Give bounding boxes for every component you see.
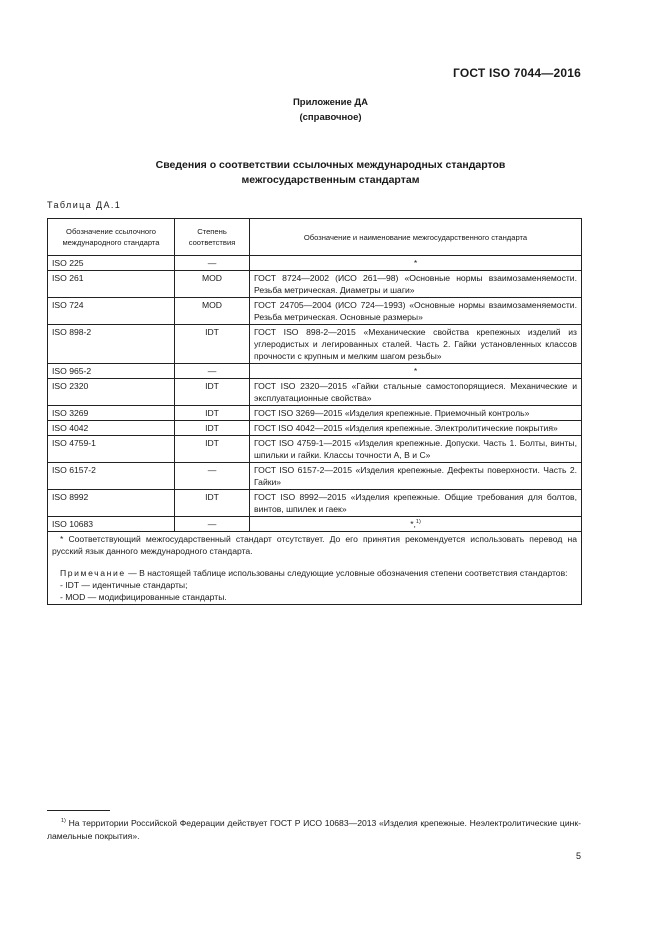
table-row [48,256,582,271]
name-cell: ГОСТ ISO 4759-1—2015 «Изделия крепежные. Допуски. Часть 1. Болты, винты, шпильки и гайки. Классы точности А, В и С» [250,436,582,463]
table-notes [48,532,582,605]
section-title-line1: Сведения о соответствии ссылочных международных стандартов [155,159,506,171]
section-title-line2: межгосударственным стандартам [241,174,420,186]
degree-cell: MOD [175,271,250,298]
ref-cell: ISO 4042 [48,421,175,436]
name-cell: ГОСТ ISO 4042—2015 «Изделия крепежные. Электролитические покрытия» [250,421,582,436]
degree-cell: — [175,256,250,271]
footnote-ref-marker: 1) [415,519,421,526]
degree-cell: — [175,517,250,532]
table-remark [52,567,577,579]
ref-cell: ISO 3269 [48,406,175,421]
table-row [48,298,582,325]
table-header-row [48,219,582,256]
degree-cell: IDT [175,436,250,463]
annex-title: Приложение ДА [292,97,369,108]
table-row [48,463,582,490]
footnote-divider [47,810,110,811]
footnote-text: На территории Российской Федерации действует ГОСТ Р ИСО 10683—2013 «Изделия крепежные. Неэлектролитические цинк-ламельные покрытия». [47,818,581,841]
degree-cell: — [175,463,250,490]
correspondence-table [47,218,582,605]
degree-cell: IDT [175,490,250,517]
ref-cell: ISO 6157-2 [48,463,175,490]
remark-item-mod: - MOD — модифицированные стандарты. [60,592,227,602]
ref-cell: ISO 261 [48,271,175,298]
remark-text: — В настоящей таблице использованы следующие условные обозначения степени соответствия стандартов: [125,568,568,578]
ref-cell: ISO 898-2 [48,325,175,364]
table-row [48,325,582,364]
degree-cell: IDT [175,379,250,406]
ref-cell: ISO 724 [48,298,175,325]
name-cell: ГОСТ ISO 8992—2015 «Изделия крепежные. Общие требования для болтов, винтов, шпилек и гаек» [250,490,582,517]
star-note: * Соответствующий межгосударственный стандарт отсутствует. До его принятия рекомендуется использовать перевод на русский язык данного международного стандарта. [52,534,577,556]
table-row [48,490,582,517]
table-row [48,406,582,421]
annex-subtitle: (справочное) [299,112,362,123]
name-cell: ГОСТ ISO 2320—2015 «Гайки стальные самостопорящиеся. Механические и эксплуатационные свойства» [250,379,582,406]
degree-cell: — [175,364,250,379]
footnote-marker: 1) [61,818,66,825]
header-degree: Степень соответствия [175,219,250,256]
degree-cell: IDT [175,325,250,364]
remark-item-idt: - IDT — идентичные стандарты; [60,580,188,590]
header-ref-standard: Обозначение ссылочного международного стандарта [48,219,175,256]
degree-cell: IDT [175,406,250,421]
name-cell: ГОСТ 8724—2002 (ИСО 261—98) «Основные нормы взаимозаменяемости. Резьба метрическая. Диаметры и шаги» [250,271,582,298]
name-cell: ГОСТ ISO 3269—2015 «Изделия крепежные. Приемочный контроль» [250,406,582,421]
name-cell: ГОСТ 24705—2004 (ИСО 724—1993) «Основные нормы взаимозаменяемости. Резьба метрическая. Основные размеры» [250,298,582,325]
page-number: 5 [575,851,581,861]
name-cell: ГОСТ ISO 898-2—2015 «Механические свойства крепежных изделий из углеродистых и легированных сталей. Часть 2. Гайки установленных классов прочности с крупным и мелким шагом резьбы» [250,325,582,364]
ref-cell: ISO 225 [48,256,175,271]
notes-row [48,532,582,605]
annex-heading [0,95,661,125]
name-cell-text: *, [410,519,416,529]
degree-cell: MOD [175,298,250,325]
section-title [0,158,661,188]
ref-cell: ISO 4759-1 [48,436,175,463]
table-row [48,379,582,406]
ref-cell: ISO 965-2 [48,364,175,379]
degree-cell: IDT [175,421,250,436]
name-cell [250,517,582,532]
name-cell: * [250,364,582,379]
table-row [48,421,582,436]
name-cell: ГОСТ ISO 6157-2—2015 «Изделия крепежные. Дефекты поверхности. Часть 2. Гайки» [250,463,582,490]
footnote [47,817,581,843]
ref-cell: ISO 8992 [48,490,175,517]
table-row [48,271,582,298]
name-cell: * [250,256,582,271]
table-row [48,364,582,379]
ref-cell: ISO 10683 [48,517,175,532]
header-interstate-standard: Обозначение и наименование межгосударственного стандарта [250,219,582,256]
remark-label: Примечание [60,568,126,578]
ref-cell: ISO 2320 [48,379,175,406]
table-row [48,436,582,463]
document-code: ГОСТ ISO 7044—2016 [452,66,581,80]
table-row [48,517,582,532]
table-label: Таблица ДА.1 [47,200,122,210]
